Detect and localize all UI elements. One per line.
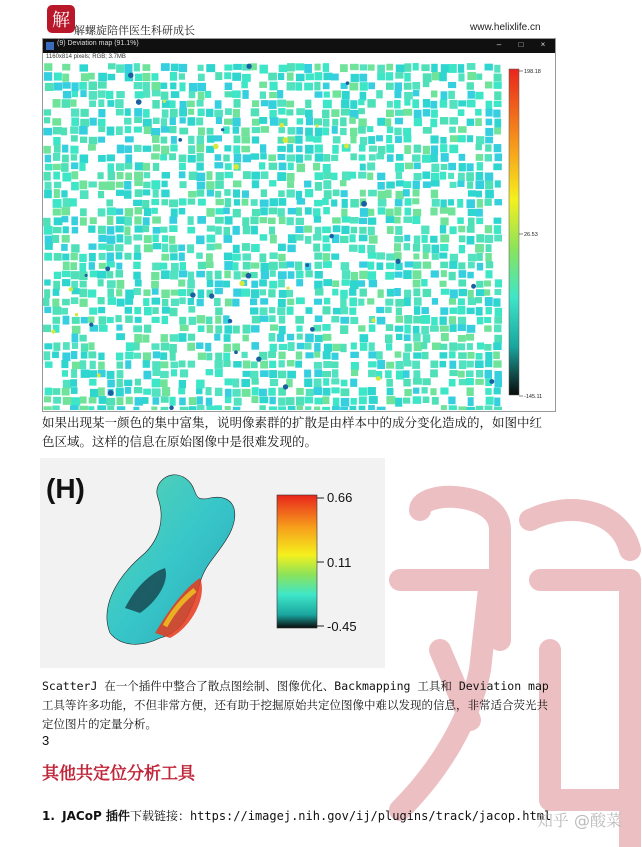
list-item-name: JACoP 插件 — [62, 809, 130, 823]
figure-h-cell-map — [40, 458, 385, 668]
list-item-link[interactable]: 下载链接：https://imagej.nih.gov/ij/plugins/track/jacop.html — [129, 809, 552, 823]
colorbar-max-label: 198.18 — [524, 69, 541, 75]
helixlife-logo — [46, 4, 76, 34]
zhihu-watermark: 知乎 @酸菜 — [536, 811, 622, 830]
window-titlebar[interactable] — [43, 39, 555, 53]
svg-text:解: 解 — [52, 10, 70, 31]
deviation-heatmap-image[interactable] — [43, 63, 502, 410]
deviation-colorbar — [505, 63, 555, 410]
paragraph-scatterj-summary: ScatterJ 在一个插件中整合了散点图绘制、图像优化、Backmapping 工具和 Deviation map 工具等许多功能，不但非常方便，还有助于挖掘原始共定位图像中难以发现的信息，非常适合荧光共定位图片的定量分析。 — [42, 679, 549, 731]
figure-h — [40, 458, 385, 668]
minimize-button[interactable]: – — [496, 40, 502, 49]
deviation-map-window — [42, 38, 556, 412]
figure-h-label: (H) — [46, 473, 85, 504]
image-info: 1160x814 pixels; RGB; 3.7MB — [46, 54, 126, 60]
paragraph-deviation-explanation: 如果出现某一颜色的集中富集，说明像素群的扩散是由样本中的成分变化造成的，如图中红色区域。这样的信息在原始图像中是很难发现的。 — [42, 415, 543, 449]
colorbar-mid-label: 26.53 — [524, 232, 538, 238]
maximize-button[interactable]: □ — [518, 40, 524, 49]
figure-h-colorbar-min: -0.45 — [327, 619, 357, 634]
figure-h-colorbar-max: 0.66 — [327, 490, 353, 505]
colorbar-min-label: -145.11 — [524, 394, 543, 400]
section-heading: 其他共定位分析工具 — [42, 764, 195, 784]
list-item-number: 1. — [42, 809, 55, 823]
header-title: 解螺旋陪伴医生科研成长 — [74, 24, 195, 37]
list-item — [42, 807, 551, 824]
close-button[interactable]: × — [540, 40, 546, 49]
seal-watermark — [380, 470, 642, 847]
section-number: 3 — [42, 733, 50, 748]
window-title: (9) Deviation map (91.1%) — [57, 40, 139, 47]
imagej-app-icon — [46, 42, 54, 50]
header-url[interactable]: www.helixlife.cn — [470, 22, 541, 33]
figure-h-colorbar-mid: 0.11 — [327, 555, 352, 570]
